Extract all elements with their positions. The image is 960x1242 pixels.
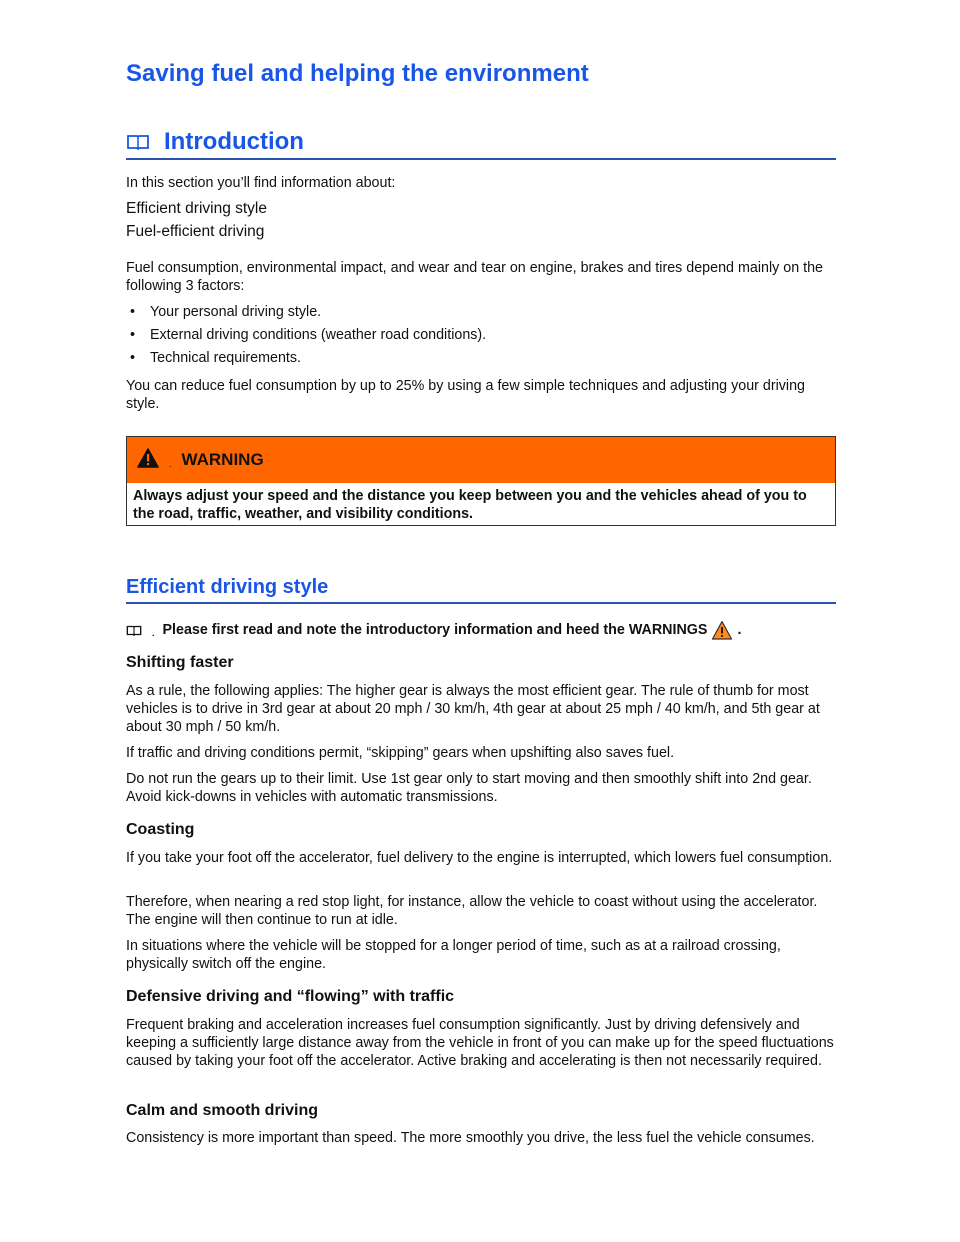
warning-triangle-icon: [711, 620, 733, 640]
warning-triangle-icon: [137, 448, 159, 468]
warning-box: [126, 436, 836, 526]
bullet-icon: •: [130, 304, 136, 320]
coasting-paragraph-1: If you take your foot off the accelerator, fuel delivery to the engine is interrupted, which lowers fuel consumption.: [126, 850, 833, 866]
efficient-driving-heading: [126, 573, 836, 604]
list-item: • Technical requirements.: [130, 350, 301, 366]
coasting-paragraph-3: In situations where the vehicle will be stopped for a longer period of time, such as at a railroad crossing, physically switch off the engine.: [126, 938, 781, 972]
intro-note-end: .: [737, 622, 742, 638]
warning-header: [127, 437, 835, 483]
shifting-paragraph-1: As a rule, the following applies: The higher gear is always the most efficient gear. The rule of thumb for most vehicles is to drive in 3rd gear at about 20 mph / 30 km/h, 4th gear at about 25 mph / 40 km/h, and 5th gear at about 30 mph / 50 km/h.: [126, 683, 820, 735]
link-fuel-efficient-driving[interactable]: Fuel-efficient driving: [126, 223, 265, 240]
list-item: • Your personal driving style.: [130, 304, 322, 320]
warning-dot: .: [169, 459, 172, 469]
bullet-icon: •: [130, 327, 136, 343]
book-icon: [126, 624, 142, 637]
introduction-heading: [126, 126, 836, 160]
shifting-paragraph-2: If traffic and driving conditions permit, “skipping” gears when upshifting also saves fuel.: [126, 745, 675, 761]
factor-list: [126, 303, 836, 372]
shifting-paragraph-3: Do not run the gears up to their limit. Use 1st gear only to start moving and then smoothly shift into 2nd gear. Avoid kick-downs in vehicles with automatic transmissions.: [126, 771, 812, 805]
calm-heading: Calm and smooth driving: [126, 1102, 319, 1119]
link-efficient-driving-style[interactable]: Efficient driving style: [126, 200, 267, 217]
intro-reference-note: [126, 620, 836, 640]
list-item: • External driving conditions (weather road conditions).: [130, 327, 487, 343]
shifting-heading: Shifting faster: [126, 654, 234, 671]
efficient-driving-title: Efficient driving style: [126, 576, 329, 598]
intro-paragraph-factors: Fuel consumption, environmental impact, and wear and tear on engine, brakes and tires depend mainly on the following 3 factors:: [126, 260, 823, 294]
intro-paragraph-reduce: You can reduce fuel consumption by up to 25% by using a few simple techniques and adjusting your driving style.: [126, 378, 805, 412]
calm-paragraph-1: Consistency is more important than speed. The more smoothly you drive, the less fuel the vehicle consumes.: [126, 1130, 815, 1146]
intro-note-text: Please first read and note the introductory information and heed the WARNINGS: [162, 622, 708, 638]
page-title: Saving fuel and helping the environment: [126, 60, 589, 87]
introduction-title: Introduction: [164, 128, 304, 155]
coasting-paragraph-2: Therefore, when nearing a red stop light, for instance, allow the vehicle to coast without using the accelerator. The engine will then continue to run at idle.: [126, 894, 818, 928]
defensive-heading: Defensive driving and “flowing” with traffic: [126, 988, 455, 1005]
bullet-icon: •: [130, 350, 136, 366]
book-icon: [126, 133, 150, 151]
coasting-heading: Coasting: [126, 821, 195, 838]
intro-lead: In this section you’ll find information about:: [126, 175, 396, 191]
defensive-paragraph-1: Frequent braking and acceleration increases fuel consumption significantly. Just by driving defensively and keeping a sufficiently large distance away from the vehicle in front of you can make up for the speed fluctuations caused by taking your foot off the accelerator. Active braking and accelerating is then not necessarily required.: [126, 1017, 834, 1069]
warning-label: WARNING: [181, 450, 264, 469]
warning-text: Always adjust your speed and the distance you keep between you and the vehicles ahead of you to the road, traffic, weather, and visibility conditions.: [133, 488, 807, 522]
note-dot: .: [152, 628, 155, 638]
